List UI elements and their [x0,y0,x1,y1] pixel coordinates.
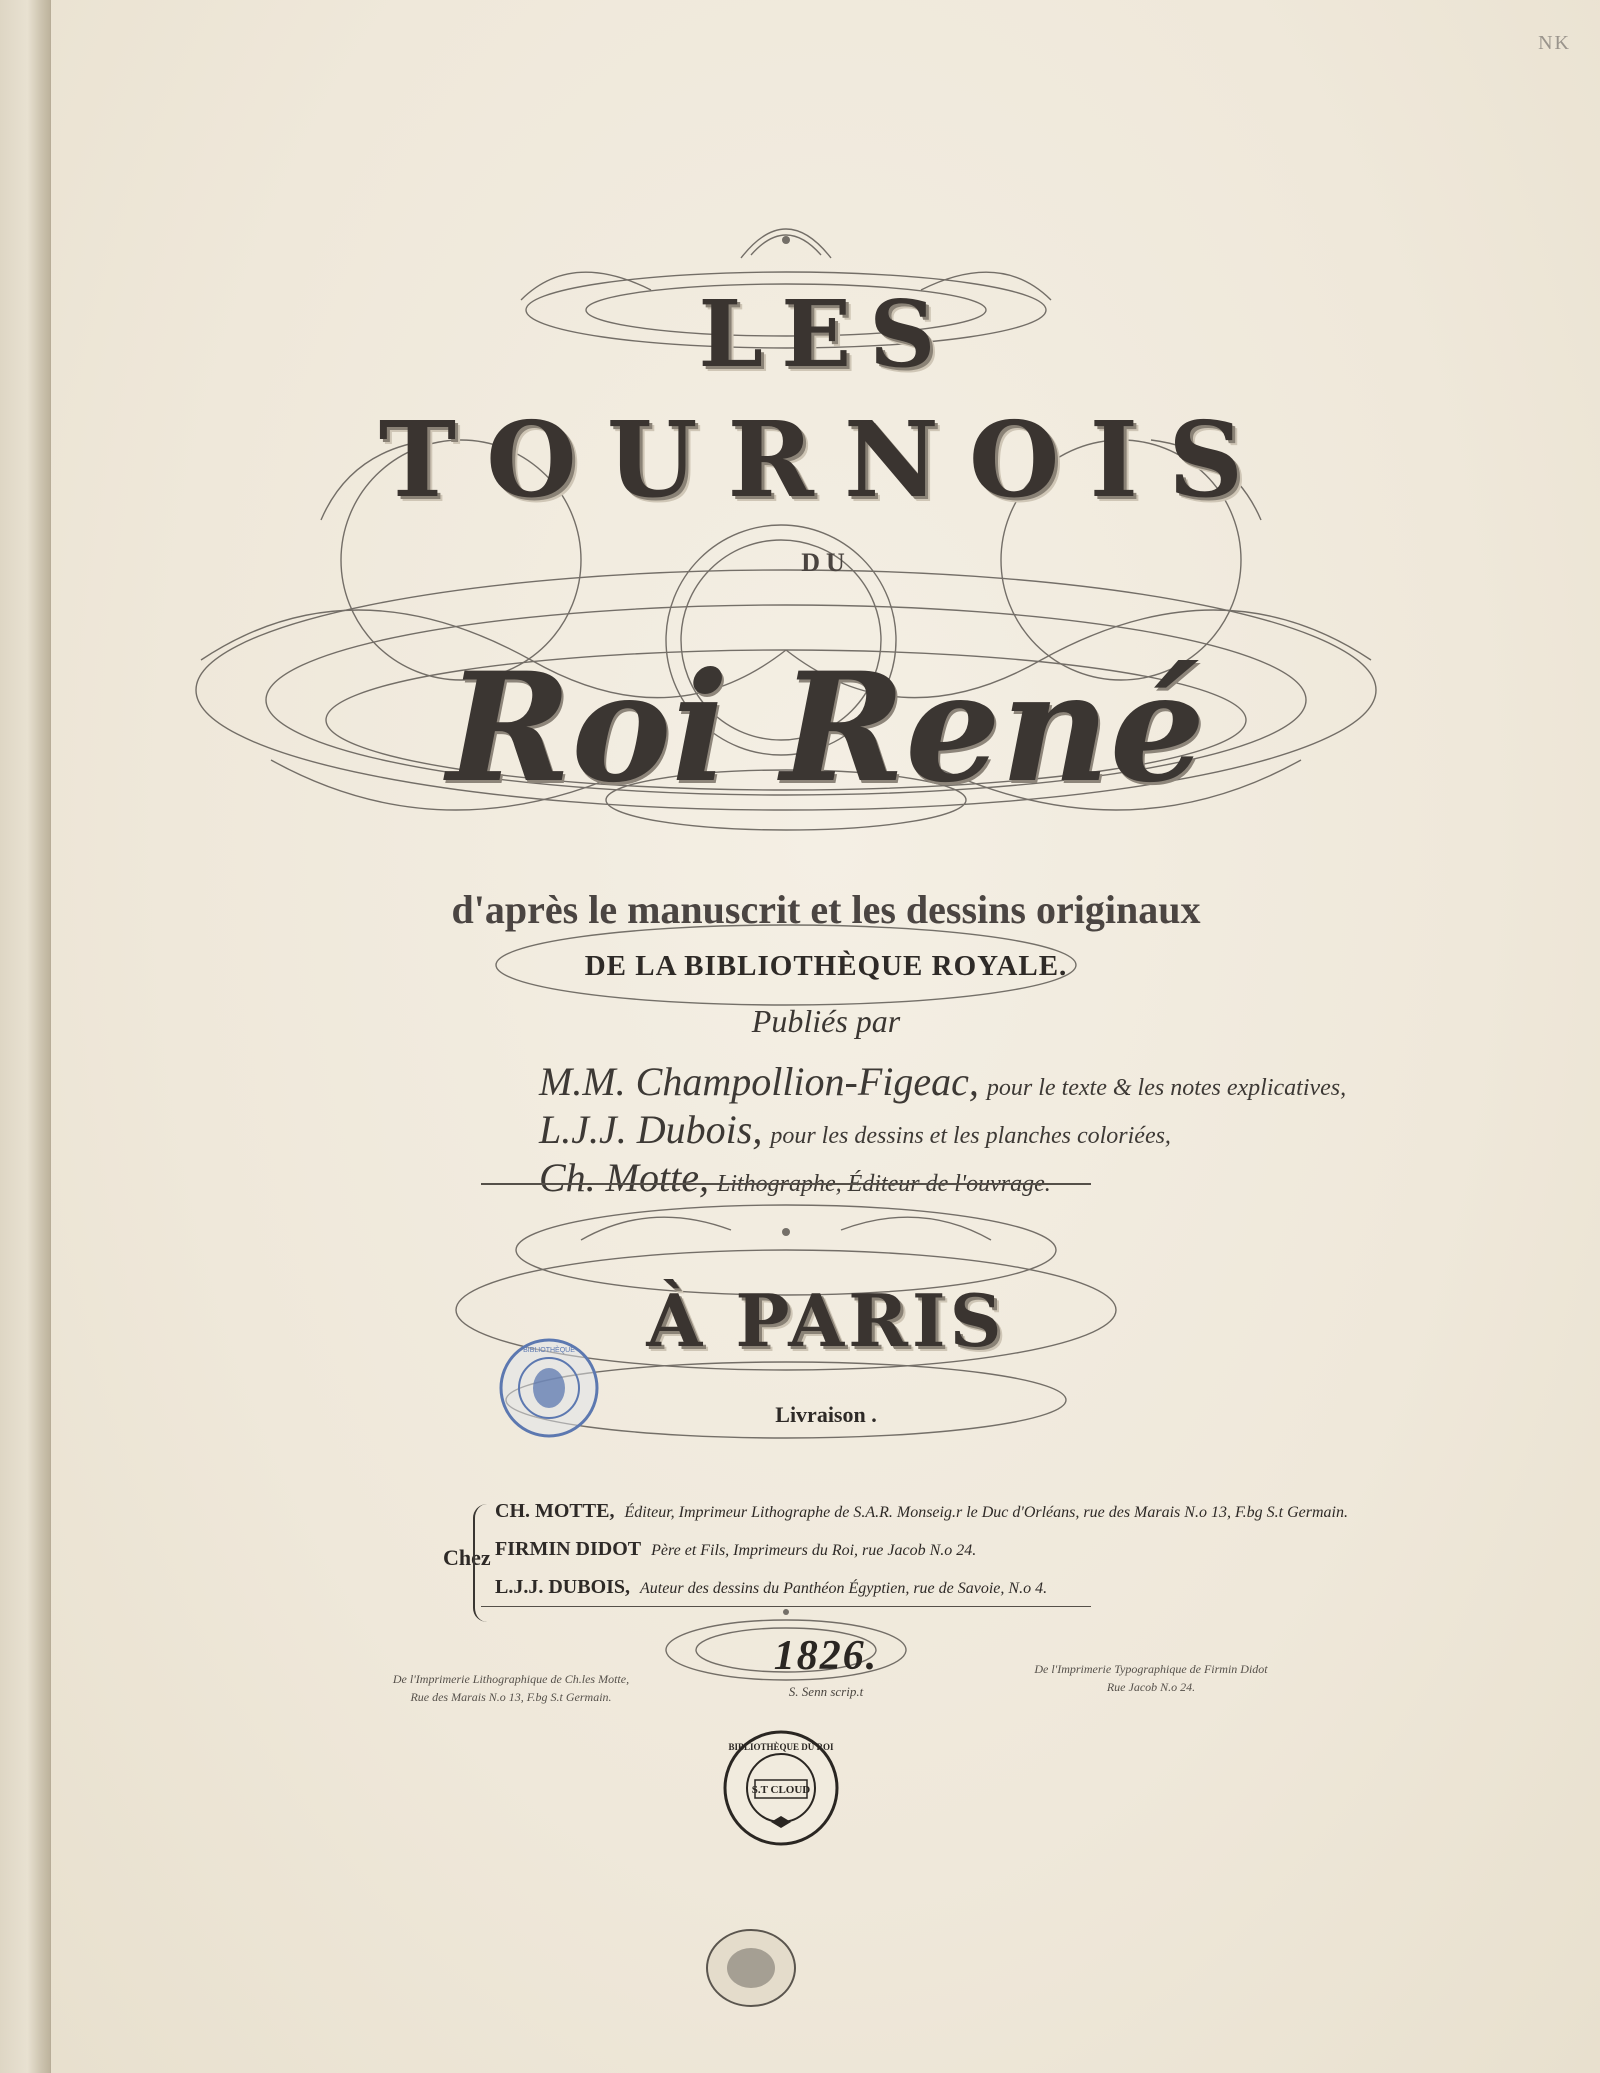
blue-library-stamp-icon [497,1336,601,1440]
livraison-label: Livraison . [775,1402,877,1427]
bookseller-address: Père et Fils, Imprimeurs du Roi, rue Jacob N.o 24. [651,1542,977,1559]
subtitle-bibliotheque: DE LA BIBLIOTHÈQUE ROYALE. [584,950,1068,982]
divider-rule [481,1606,1091,1607]
subtitle-manuscript: d'après le manuscrit et les dessins originaux [451,887,1201,932]
place-paris: À PARIS [646,1278,1006,1363]
publisher-line [539,1154,1439,1202]
publication-year: 1826. [773,1633,879,1679]
bookseller-row [495,1500,1445,1538]
publisher-role: Lithographe, Éditeur de l'ouvrage. [716,1171,1051,1197]
divider-rule [481,1183,1091,1185]
publisher-line [539,1058,1439,1106]
imprint-lithographic [351,1670,671,1706]
shelf-mark: NK [1538,32,1571,54]
title-du: DU [801,548,851,577]
title-les: LES [698,280,954,388]
publishers-list [539,1058,1439,1202]
bookseller-address: Éditeur, Imprimeur Lithographe de S.A.R. Monseig.r le Duc d'Orléans, rue des Marais N.o 13, F.bg S.t Germain. [624,1504,1348,1521]
imprint-line: Rue des Marais N.o 13, F.bg S.t Germain. [410,1690,612,1704]
publisher-role: pour les dessins et les planches coloriées, [770,1123,1171,1149]
subtitle-publies: Publiés par [751,1003,901,1039]
booksellers-list [495,1500,1445,1614]
bookseller-row [495,1538,1445,1576]
publisher-line [539,1106,1439,1154]
publisher-role: pour le texte & les notes explicatives, [986,1075,1347,1101]
publisher-name: L.J.J. Dubois, [539,1107,763,1152]
imprint-line: De l'Imprimerie Typographique de Firmin Didot [1034,1662,1268,1676]
bookseller-address: Auteur des dessins du Panthéon Égyptien, rue de Savoie, N.o 4. [640,1580,1048,1597]
title-roi-rene: Roi René [446,640,1206,816]
imprint-line: De l'Imprimerie Lithographique de Ch.les Motte, [392,1672,630,1686]
brace-icon [473,1504,489,1622]
svg-text:BIBLIOTHÈQUE DU ROI: BIBLIOTHÈQUE DU ROI [728,1742,834,1752]
svg-text:S.T CLOUD: S.T CLOUD [751,1784,811,1796]
bookseller-name: CH. MOTTE, [495,1500,615,1522]
imprint-line: Rue Jacob N.o 24. [1106,1680,1196,1694]
engraver-credit: S. Senn scrip.t [788,1684,864,1699]
publisher-name: M.M. Champollion-Figeac, [539,1059,979,1104]
publisher-name: Ch. Motte, [539,1155,709,1200]
bibliotheque-du-roi-stamp-icon [721,1728,841,1848]
book-gutter [0,0,50,2073]
bookseller-name: FIRMIN DIDOT [495,1538,642,1560]
svg-text:BIBLIOTHÈQUE: BIBLIOTHÈQUE [523,1347,575,1354]
bookseller-row [495,1576,1445,1614]
imprint-typographic [1001,1660,1301,1696]
title-page [50,0,1600,2073]
bookseller-name: L.J.J. DUBOIS, [495,1576,631,1598]
seal-stamp-icon [703,1926,799,2010]
chez-label: Chez [443,1545,491,1570]
title-tournois: TOURNOIS [378,398,1274,521]
